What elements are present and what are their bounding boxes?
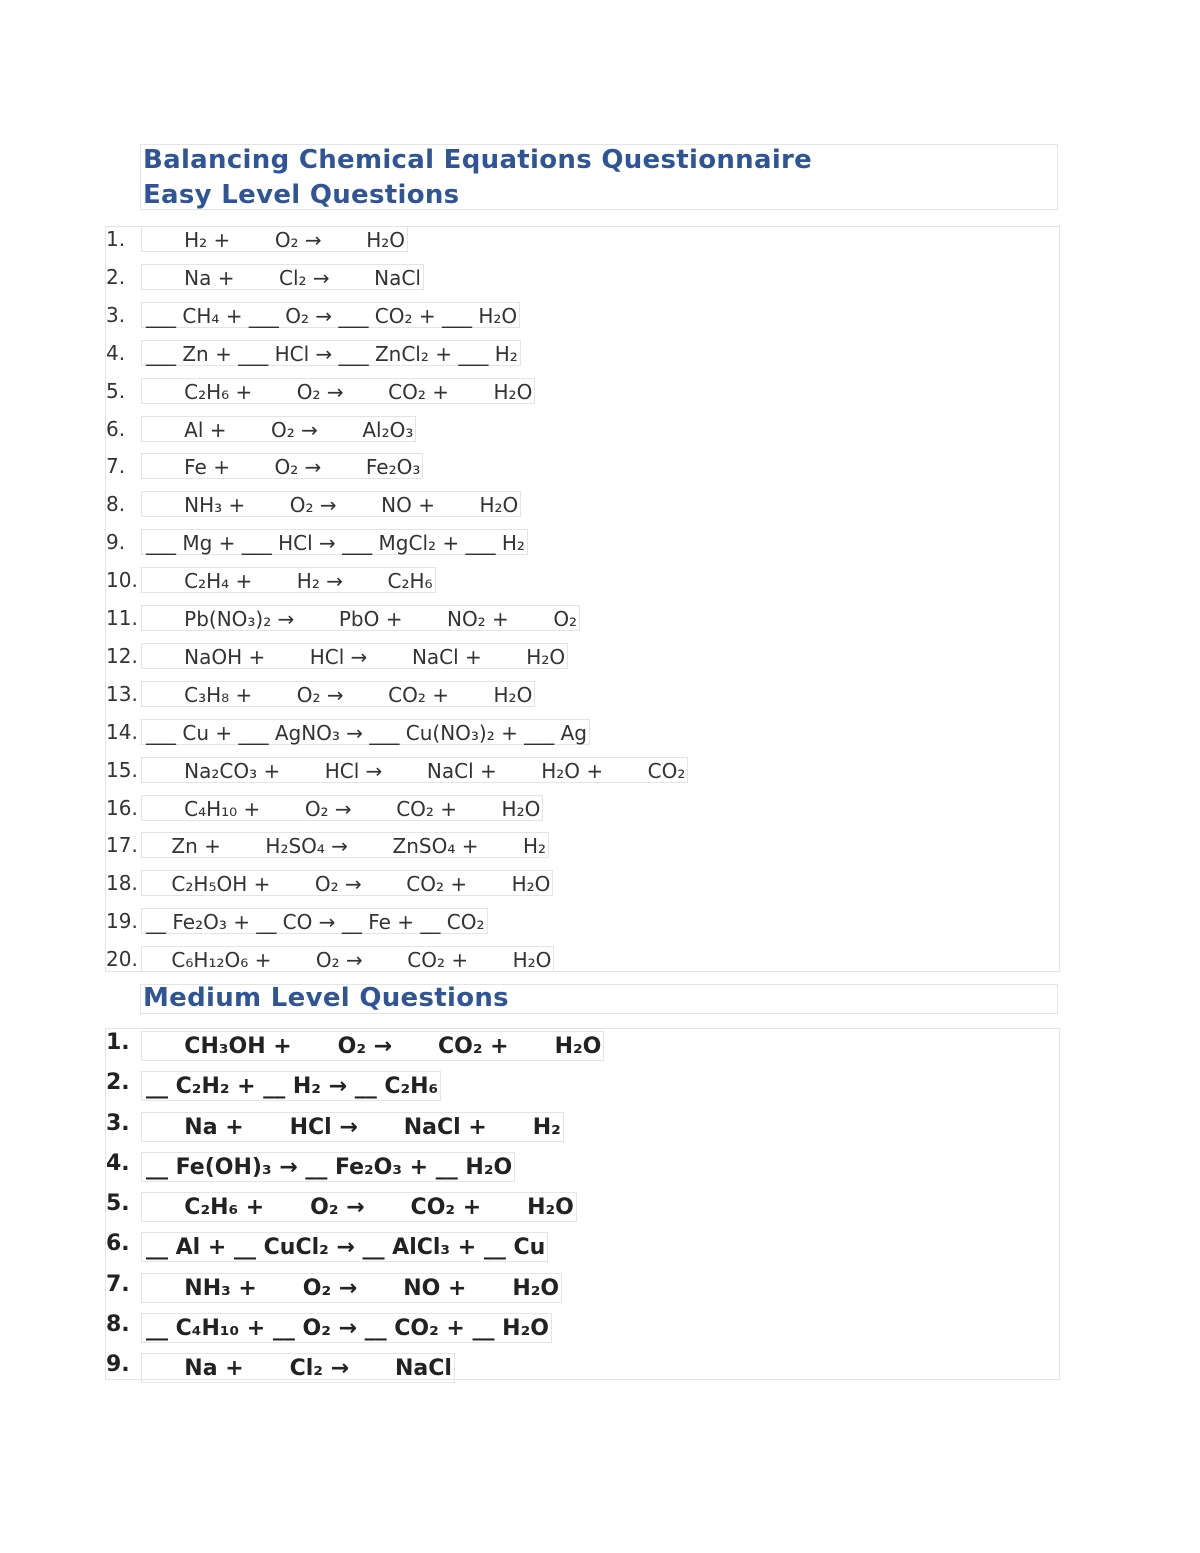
question-number: 2. bbox=[106, 264, 126, 289]
question-number: 18. bbox=[106, 871, 138, 896]
question-number: 3. bbox=[106, 302, 126, 327]
equation-text: C₃H₈ + O₂ → CO₂ + H₂O bbox=[141, 681, 535, 707]
equation-text: __ Fe(OH)₃ → __ Fe₂O₃ + __ H₂O bbox=[141, 1152, 515, 1182]
equation-text: Na + Cl₂ → NaCl bbox=[141, 264, 424, 290]
equation-text: Pb(NO₃)₂ → PbO + NO₂ + O₂ bbox=[141, 605, 580, 631]
equation-text: ___ Zn + ___ HCl → ___ ZnCl₂ + ___ H₂ bbox=[141, 340, 521, 366]
equation-text: __ C₄H₁₀ + __ O₂ → __ CO₂ + __ H₂O bbox=[141, 1313, 552, 1343]
equation-text: CH₃OH + O₂ → CO₂ + H₂O bbox=[141, 1031, 604, 1061]
equation-text: Fe + O₂ → Fe₂O₃ bbox=[141, 453, 423, 479]
page-title: Balancing Chemical Equations Questionnaire bbox=[143, 145, 813, 175]
equation-text: C₄H₁₀ + O₂ → CO₂ + H₂O bbox=[141, 795, 543, 821]
question-number: 15. bbox=[106, 757, 138, 782]
equation-text: Al + O₂ → Al₂O₃ bbox=[141, 416, 416, 442]
equation-text: NH₃ + O₂ → NO + H₂O bbox=[141, 491, 521, 517]
question-number: 11. bbox=[106, 606, 138, 630]
equation-text: Zn + H₂SO₄ → ZnSO₄ + H₂ bbox=[141, 832, 549, 858]
question-number: 2. bbox=[106, 1070, 130, 1096]
equation-text: H₂ + O₂ → H₂O bbox=[141, 226, 408, 252]
equation-text: NH₃ + O₂ → NO + H₂O bbox=[141, 1273, 562, 1303]
equation-text: C₆H₁₂O₆ + O₂ → CO₂ + H₂O bbox=[141, 946, 554, 972]
question-number: 6. bbox=[106, 1231, 130, 1257]
question-number: 8. bbox=[106, 1311, 130, 1337]
equation-text: __ Fe₂O₃ + __ CO → __ Fe + __ CO₂ bbox=[141, 908, 488, 934]
equation-text: ___ CH₄ + ___ O₂ → ___ CO₂ + ___ H₂O bbox=[141, 302, 520, 328]
medium-section-heading: Medium Level Questions bbox=[143, 983, 509, 1013]
question-number: 20. bbox=[106, 947, 138, 972]
equation-text: Na + HCl → NaCl + H₂ bbox=[141, 1112, 564, 1142]
question-number: 9. bbox=[106, 1352, 130, 1377]
question-number: 12. bbox=[106, 643, 138, 668]
equation-text: __ Al + __ CuCl₂ → __ AlCl₃ + __ Cu bbox=[141, 1232, 548, 1262]
question-number: 1. bbox=[106, 1030, 130, 1055]
question-number: 17. bbox=[106, 833, 138, 858]
question-number: 14. bbox=[106, 719, 138, 744]
equation-text: NaOH + HCl → NaCl + H₂O bbox=[141, 643, 568, 669]
question-number: 13. bbox=[106, 681, 138, 706]
question-number: 5. bbox=[106, 378, 126, 403]
question-number: 16. bbox=[106, 795, 138, 820]
equation-text: C₂H₆ + O₂ → CO₂ + H₂O bbox=[141, 1192, 577, 1222]
equation-text: __ C₂H₂ + __ H₂ → __ C₂H₆ bbox=[141, 1071, 441, 1101]
question-number: 4. bbox=[106, 340, 126, 365]
question-number: 10. bbox=[106, 568, 138, 593]
question-number: 19. bbox=[106, 909, 138, 934]
question-number: 3. bbox=[106, 1110, 130, 1136]
equation-text: ___ Cu + ___ AgNO₃ → ___ Cu(NO₃)₂ + ___ Ag bbox=[141, 719, 590, 745]
question-number: 7. bbox=[106, 454, 126, 479]
easy-section-heading: Easy Level Questions bbox=[143, 180, 460, 210]
question-number: 6. bbox=[106, 416, 126, 441]
question-number: 1. bbox=[106, 227, 126, 251]
equation-text: ___ Mg + ___ HCl → ___ MgCl₂ + ___ H₂ bbox=[141, 529, 528, 555]
question-number: 5. bbox=[106, 1191, 130, 1216]
equation-text: Na + Cl₂ → NaCl bbox=[141, 1353, 455, 1383]
medium-heading-box bbox=[140, 984, 1058, 1014]
question-number: 9. bbox=[106, 530, 126, 555]
equation-text: C₂H₆ + O₂ → CO₂ + H₂O bbox=[141, 378, 535, 404]
question-number: 4. bbox=[106, 1150, 130, 1176]
question-number: 8. bbox=[106, 492, 126, 517]
question-number: 7. bbox=[106, 1271, 130, 1297]
equation-text: C₂H₅OH + O₂ → CO₂ + H₂O bbox=[141, 870, 553, 896]
equation-text: C₂H₄ + H₂ → C₂H₆ bbox=[141, 567, 436, 593]
easy-questions-block bbox=[105, 226, 1060, 972]
title-box bbox=[140, 144, 1058, 210]
equation-text: Na₂CO₃ + HCl → NaCl + H₂O + CO₂ bbox=[141, 757, 688, 783]
